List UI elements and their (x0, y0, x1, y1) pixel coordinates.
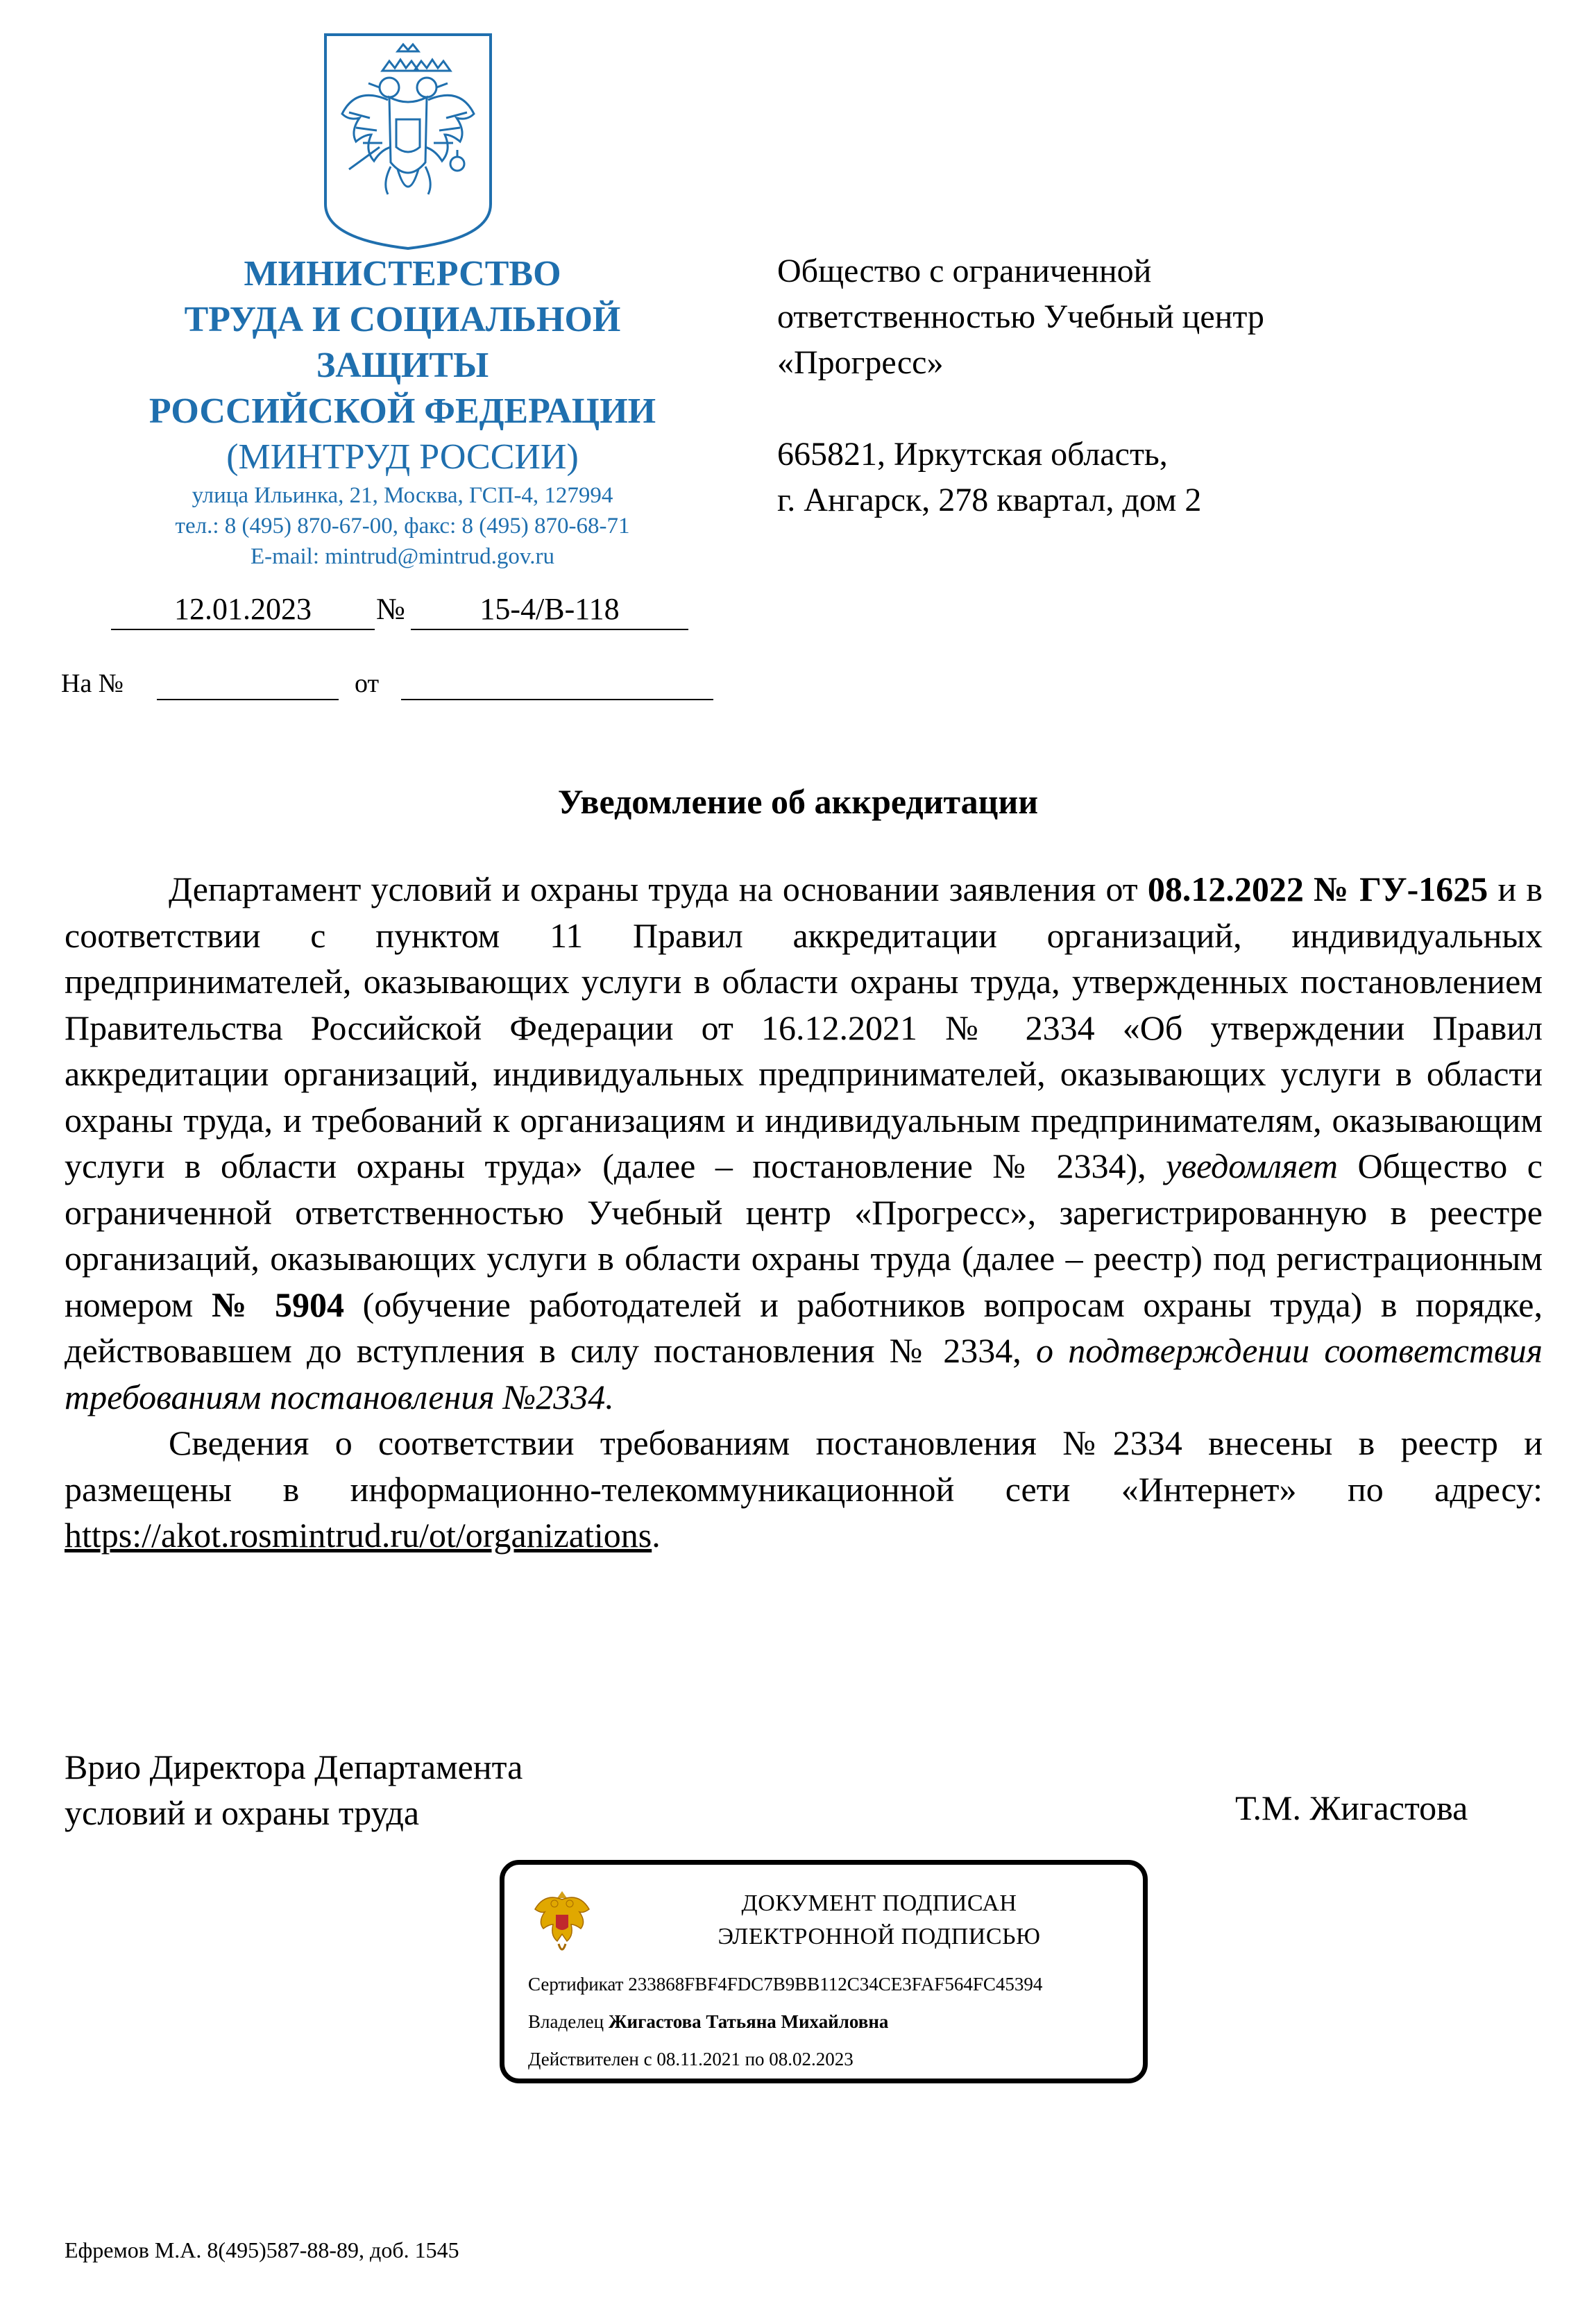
reply-reference (61, 664, 727, 706)
addressee-address-line: 665821, Иркутская область, (777, 436, 1168, 473)
document-body (65, 866, 1543, 1559)
document-title: Уведомление об аккредитации (557, 782, 1039, 821)
ministry-name-line: МИНИСТЕРСТВО (244, 254, 561, 294)
stamp-owner: Владелец Жигастова Татьяна Михайловна (528, 2011, 889, 2032)
stamp-validity: Действителен с 08.11.2021 по 08.02.2023 (528, 2049, 854, 2069)
reply-date-blank (401, 664, 713, 700)
reply-from-label: от (355, 669, 380, 698)
executor-contact: Ефремов М.А. 8(495)587-88-89, доб. 1545 (65, 2237, 459, 2262)
ministry-name-line: ТРУДА И СОЦИАЛЬНОЙ (184, 300, 621, 339)
signer-position: Врио Директора Департамента условий и охраны труда (65, 1747, 523, 1832)
document-date-number (111, 590, 694, 632)
addressee (777, 248, 1540, 523)
ministry-address: улица Ильинка, 21, Москва, ГСП-4, 127994 (192, 483, 613, 508)
ministry-phones: тел.: 8 (495) 870-67-00, факс: 8 (495) 870-68-71 (175, 514, 630, 539)
registration-number: № 5904 (211, 1285, 344, 1324)
notifies-emphasis: уведомляет (1166, 1146, 1338, 1185)
document-number: 15-4/В-118 (411, 590, 688, 630)
application-reference: 08.12.2022 № ГУ-1625 (1147, 870, 1488, 908)
stamp-certificate: Сертификат 233868FBF4FDC7B9BB112C34CE3FAF564FC45394 (528, 1974, 1043, 1995)
signer-name: Т.М. Жигастова (1235, 1788, 1468, 1827)
addressee-address-line: г. Ангарск, 278 квартал, дом 2 (777, 482, 1202, 518)
ministry-header (90, 251, 715, 572)
addressee-line: «Прогресс» (777, 344, 944, 381)
document-date: 12.01.2023 (111, 590, 375, 630)
addressee-line: ответственностью Учебный центр (777, 298, 1264, 335)
electronic-signature-stamp (500, 1860, 1148, 2083)
coat-of-arms-icon (321, 31, 495, 251)
stamp-header: ДОКУМЕНТ ПОДПИСАН ЭЛЕКТРОННОЙ ПОДПИСЬЮ (718, 1890, 1041, 1949)
body-paragraph-2: Сведения о соответствии требованиям постановления №2334 внесены в реестр и размещены в информационно-телекоммуникационной сети «Интернет» по адресу: https://akot.rosmintrud.ru/ot/organizations. (65, 1423, 1543, 1555)
ministry-name-line: ЗАЩИТЫ (316, 346, 489, 385)
number-sign: № (376, 592, 405, 626)
ministry-email: E-mail: mintrud@mintrud.gov.ru (251, 544, 554, 569)
ministry-short-name: (МИНТРУД РОССИИ) (226, 437, 579, 477)
addressee-line: Общество с ограниченной (777, 253, 1152, 289)
ministry-name-line: РОССИЙСКОЙ ФЕДЕРАЦИИ (148, 391, 656, 431)
body-paragraph-1: Департамент условий и охраны труда на основании заявления от 08.12.2022 № ГУ-1625 и в соответствии с пунктом 11 Правил аккредитации организаций, индивидуальных предпринимателей, оказывающих услуги в области охраны труда, утвержденных постановлением Правительства Российской Федерации от 16.12.2021 № 2334 «Об утверждении Правил аккредитации организаций, индивидуальных предпринимателей, оказывающих услуги в области охраны труда, и требований к организациям и индивидуальным предпринимателям, оказывающим услуги в области охраны труда» (далее – постановление № 2334), уведомляет Общество с ограниченной ответственностью Учебный центр «Прогресс», зарегистрированную в реестре организаций, оказывающих услуги в области охраны труда (далее – реестр) под регистрационным номером № 5904 (обучение работодателей и работников вопросам охраны труда) в порядке, действовавшем до вступления в силу постановления № 2334, о подтверждении соответствия требованиям постановления №2334. (65, 870, 1543, 1416)
confirmation-emphasis: о подтверждении соответствия требованиям постановления №2334. (65, 1331, 1543, 1416)
reply-number-blank (157, 664, 339, 700)
reply-prefix: На № (61, 669, 124, 698)
registry-link[interactable]: https://akot.rosmintrud.ru/ot/organizations (65, 1516, 652, 1555)
